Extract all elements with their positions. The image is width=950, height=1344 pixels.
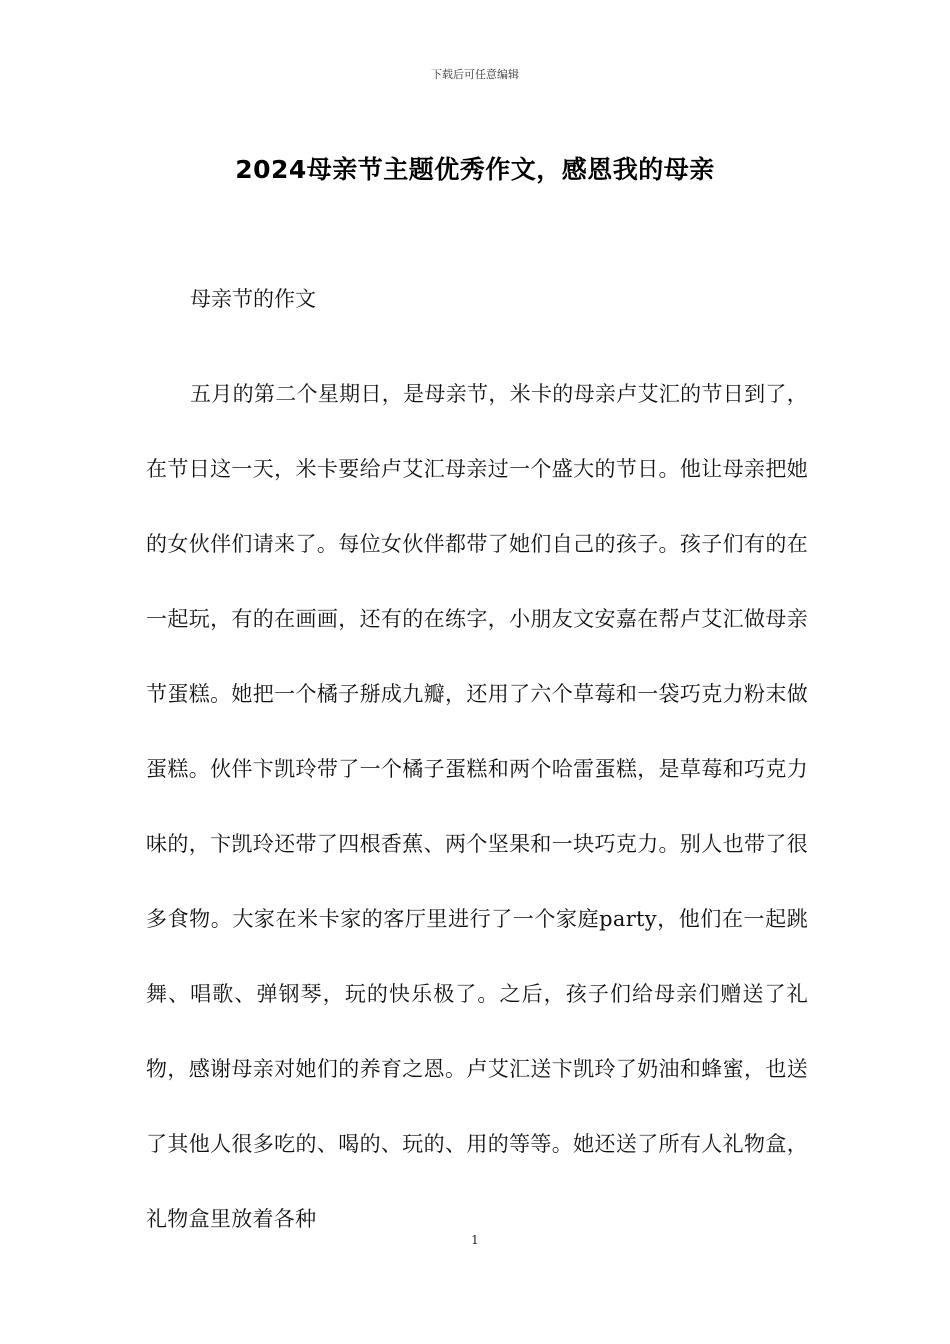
page-number: 1 [471, 1233, 479, 1247]
document-title: 2024母亲节主题优秀作文，感恩我的母亲 [235, 155, 715, 184]
body-paragraph: 五月的第二个星期日，是母亲节，米卡的母亲卢艾汇的节日到了，在节日这一天，米卡要给卢艾汇母亲过一个盛大的节日。他让母亲把她的女伙伴们请来了。每位女伙伴都带了她们自己的孩子。孩子们有的在一起玩，有的在画画，还有的在练字，小朋友文安嘉在帮卢艾汇做母亲节蛋糕。她把一个橘子掰成九瓣，还用了六个草莓和一袋巧克力粉末做蛋糕。伙伴卞凯玲带了一个橘子蛋糕和两个哈雷蛋糕，是草莓和巧克力味的，卞凯玲还带了四根香蕉、两个坚果和一块巧克力。别人也带了很多食物。大家在米卡家的客厅里进行了一个家庭party，他们在一起跳舞、唱歌、弹钢琴，玩的快乐极了。之后，孩子们给母亲们赠送了礼物，感谢母亲对她们的养育之恩。卢艾汇送卞凯玲了奶油和蜂蜜，也送了其他人很多吃的、喝的、玩的、用的等等。她还送了所有人礼物盒，礼物盒里放着各种 [146, 382, 808, 1231]
section-subheading: 母亲节的作文 [190, 287, 316, 311]
header-note: 下载后可任意编辑 [431, 68, 519, 81]
